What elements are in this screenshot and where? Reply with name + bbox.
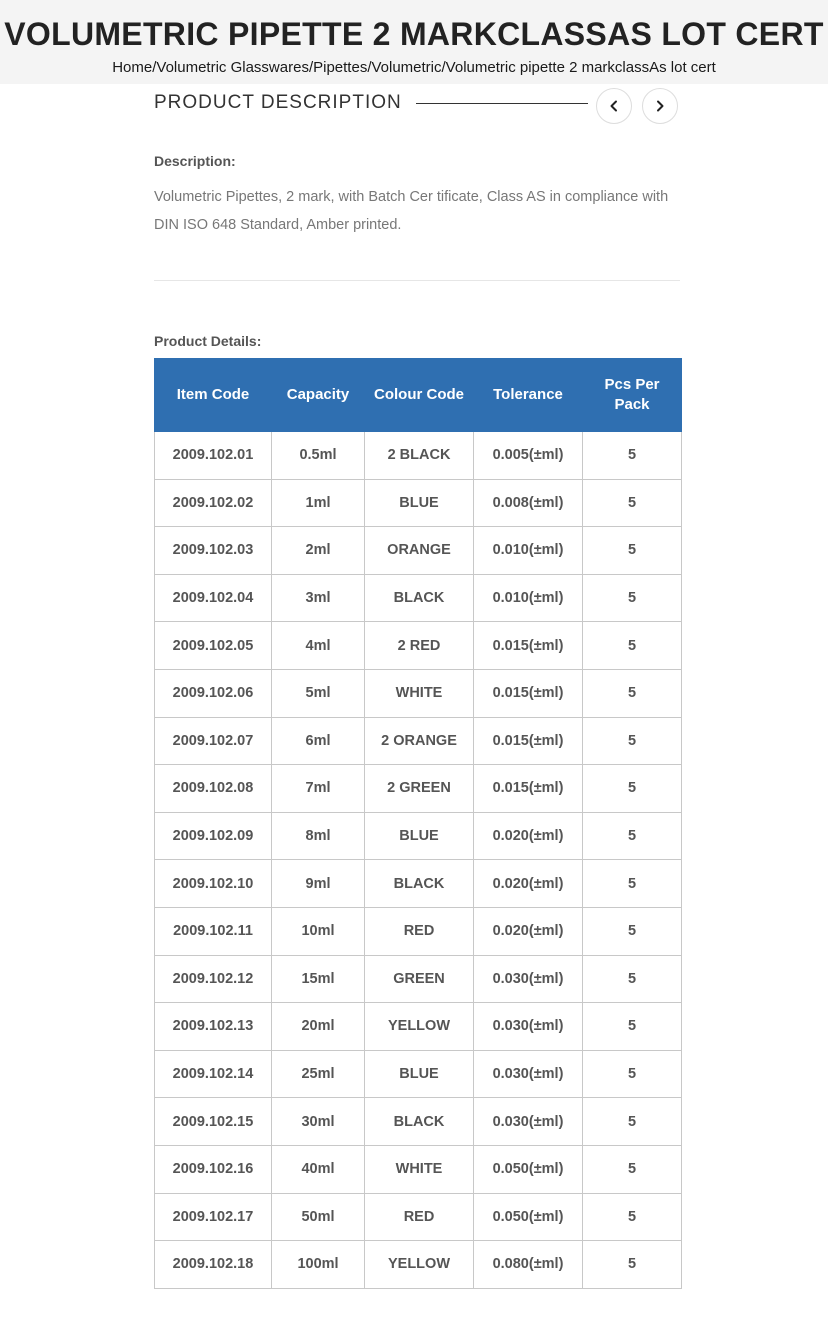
title-band [0, 0, 828, 84]
pcs-per-pack-cell: 5 [583, 1003, 682, 1051]
chevron-left-icon [608, 100, 620, 112]
capacity-cell: 25ml [272, 1050, 365, 1098]
capacity-cell: 20ml [272, 1003, 365, 1051]
tolerance-cell: 0.080(±ml) [474, 1241, 583, 1289]
capacity-cell: 6ml [272, 717, 365, 765]
product-details-table [154, 358, 682, 1289]
capacity-cell: 40ml [272, 1145, 365, 1193]
colour-code-cell: RED [365, 907, 474, 955]
tolerance-cell: 0.030(±ml) [474, 1003, 583, 1051]
item-code-cell: 2009.102.13 [155, 1003, 272, 1051]
table-row [155, 907, 682, 955]
pcs-per-pack-cell: 5 [583, 669, 682, 717]
table-row [155, 1145, 682, 1193]
pcs-per-pack-cell: 5 [583, 622, 682, 670]
pcs-per-pack-cell: 5 [583, 1193, 682, 1241]
colour-code-cell: YELLOW [365, 1003, 474, 1051]
item-code-cell: 2009.102.16 [155, 1145, 272, 1193]
colour-code-cell: 2 BLACK [365, 432, 474, 480]
column-header-pcs-per-pack: Pcs Per Pack [583, 359, 682, 432]
pcs-per-pack-cell: 5 [583, 860, 682, 908]
tolerance-cell: 0.015(±ml) [474, 669, 583, 717]
item-code-cell: 2009.102.02 [155, 479, 272, 527]
item-code-cell: 2009.102.18 [155, 1241, 272, 1289]
chevron-right-icon [654, 100, 666, 112]
table-row [155, 479, 682, 527]
description-label: Description: [154, 153, 236, 169]
table-row [155, 622, 682, 670]
breadcrumb[interactable]: Home/Volumetric Glasswares/Pipettes/Volumetric/Volumetric pipette 2 markclassAs lot cert [112, 59, 716, 76]
colour-code-cell: 2 GREEN [365, 765, 474, 813]
tolerance-cell: 0.050(±ml) [474, 1145, 583, 1193]
pcs-per-pack-cell: 5 [583, 907, 682, 955]
item-code-cell: 2009.102.10 [155, 860, 272, 908]
table-row [155, 955, 682, 1003]
column-header-tolerance: Tolerance [474, 359, 583, 432]
colour-code-cell: BLUE [365, 479, 474, 527]
capacity-cell: 8ml [272, 812, 365, 860]
capacity-cell: 50ml [272, 1193, 365, 1241]
table-row [155, 1241, 682, 1289]
previous-button[interactable] [596, 88, 632, 124]
tolerance-cell: 0.010(±ml) [474, 527, 583, 575]
capacity-cell: 4ml [272, 622, 365, 670]
pcs-per-pack-cell: 5 [583, 1050, 682, 1098]
colour-code-cell: BLACK [365, 1098, 474, 1146]
pcs-per-pack-cell: 5 [583, 717, 682, 765]
capacity-cell: 3ml [272, 574, 365, 622]
column-header-colour-code: Colour Code [365, 359, 474, 432]
section-divider-line [416, 103, 588, 104]
table-row [155, 527, 682, 575]
tolerance-cell: 0.030(±ml) [474, 1098, 583, 1146]
capacity-cell: 10ml [272, 907, 365, 955]
pcs-per-pack-cell: 5 [583, 1145, 682, 1193]
pcs-per-pack-cell: 5 [583, 765, 682, 813]
section-title: PRODUCT DESCRIPTION [154, 92, 402, 113]
item-code-cell: 2009.102.06 [155, 669, 272, 717]
product-details-table-wrapper [154, 358, 681, 1289]
table-row [155, 812, 682, 860]
colour-code-cell: BLUE [365, 1050, 474, 1098]
next-button[interactable] [642, 88, 678, 124]
tolerance-cell: 0.005(±ml) [474, 432, 583, 480]
tolerance-cell: 0.050(±ml) [474, 1193, 583, 1241]
capacity-cell: 9ml [272, 860, 365, 908]
colour-code-cell: 2 ORANGE [365, 717, 474, 765]
tolerance-cell: 0.020(±ml) [474, 907, 583, 955]
capacity-cell: 30ml [272, 1098, 365, 1146]
colour-code-cell: WHITE [365, 1145, 474, 1193]
item-code-cell: 2009.102.09 [155, 812, 272, 860]
tolerance-cell: 0.020(±ml) [474, 860, 583, 908]
column-header-capacity: Capacity [272, 359, 365, 432]
table-row [155, 574, 682, 622]
table-body [155, 432, 682, 1289]
item-code-cell: 2009.102.15 [155, 1098, 272, 1146]
tolerance-cell: 0.010(±ml) [474, 574, 583, 622]
colour-code-cell: WHITE [365, 669, 474, 717]
colour-code-cell: YELLOW [365, 1241, 474, 1289]
section-header [154, 88, 680, 122]
colour-code-cell: ORANGE [365, 527, 474, 575]
divider [154, 280, 680, 281]
colour-code-cell: BLUE [365, 812, 474, 860]
capacity-cell: 0.5ml [272, 432, 365, 480]
colour-code-cell: RED [365, 1193, 474, 1241]
pcs-per-pack-cell: 5 [583, 1098, 682, 1146]
item-code-cell: 2009.102.08 [155, 765, 272, 813]
pcs-per-pack-cell: 5 [583, 955, 682, 1003]
colour-code-cell: BLACK [365, 860, 474, 908]
item-code-cell: 2009.102.17 [155, 1193, 272, 1241]
table-row [155, 860, 682, 908]
item-code-cell: 2009.102.03 [155, 527, 272, 575]
tolerance-cell: 0.030(±ml) [474, 1050, 583, 1098]
capacity-cell: 15ml [272, 955, 365, 1003]
capacity-cell: 1ml [272, 479, 365, 527]
tolerance-cell: 0.015(±ml) [474, 717, 583, 765]
capacity-cell: 100ml [272, 1241, 365, 1289]
capacity-cell: 7ml [272, 765, 365, 813]
item-code-cell: 2009.102.12 [155, 955, 272, 1003]
tolerance-cell: 0.008(±ml) [474, 479, 583, 527]
item-code-cell: 2009.102.04 [155, 574, 272, 622]
table-row [155, 1050, 682, 1098]
pcs-per-pack-cell: 5 [583, 432, 682, 480]
page-title: VOLUMETRIC PIPETTE 2 MARKCLASSAS LOT CERT [4, 16, 824, 52]
table-row [155, 669, 682, 717]
pcs-per-pack-cell: 5 [583, 574, 682, 622]
pcs-per-pack-cell: 5 [583, 527, 682, 575]
item-code-cell: 2009.102.11 [155, 907, 272, 955]
item-code-cell: 2009.102.07 [155, 717, 272, 765]
colour-code-cell: 2 RED [365, 622, 474, 670]
item-code-cell: 2009.102.01 [155, 432, 272, 480]
capacity-cell: 2ml [272, 527, 365, 575]
item-code-cell: 2009.102.05 [155, 622, 272, 670]
table-row [155, 1098, 682, 1146]
capacity-cell: 5ml [272, 669, 365, 717]
column-header-item-code: Item Code [155, 359, 272, 432]
table-header-row [155, 359, 682, 432]
table-row [155, 1193, 682, 1241]
table-row [155, 717, 682, 765]
pcs-per-pack-cell: 5 [583, 479, 682, 527]
pcs-per-pack-cell: 5 [583, 812, 682, 860]
tolerance-cell: 0.015(±ml) [474, 622, 583, 670]
tolerance-cell: 0.030(±ml) [474, 955, 583, 1003]
description-text: Volumetric Pipettes, 2 mark, with Batch Cer tificate, Class AS in compliance with DIN ISO 648 Standard, Amber printed. [154, 189, 669, 233]
item-code-cell: 2009.102.14 [155, 1050, 272, 1098]
table-row [155, 1003, 682, 1051]
tolerance-cell: 0.015(±ml) [474, 765, 583, 813]
table-row [155, 765, 682, 813]
table-row [155, 432, 682, 480]
product-details-label: Product Details: [154, 333, 262, 349]
pcs-per-pack-cell: 5 [583, 1241, 682, 1289]
colour-code-cell: BLACK [365, 574, 474, 622]
tolerance-cell: 0.020(±ml) [474, 812, 583, 860]
colour-code-cell: GREEN [365, 955, 474, 1003]
